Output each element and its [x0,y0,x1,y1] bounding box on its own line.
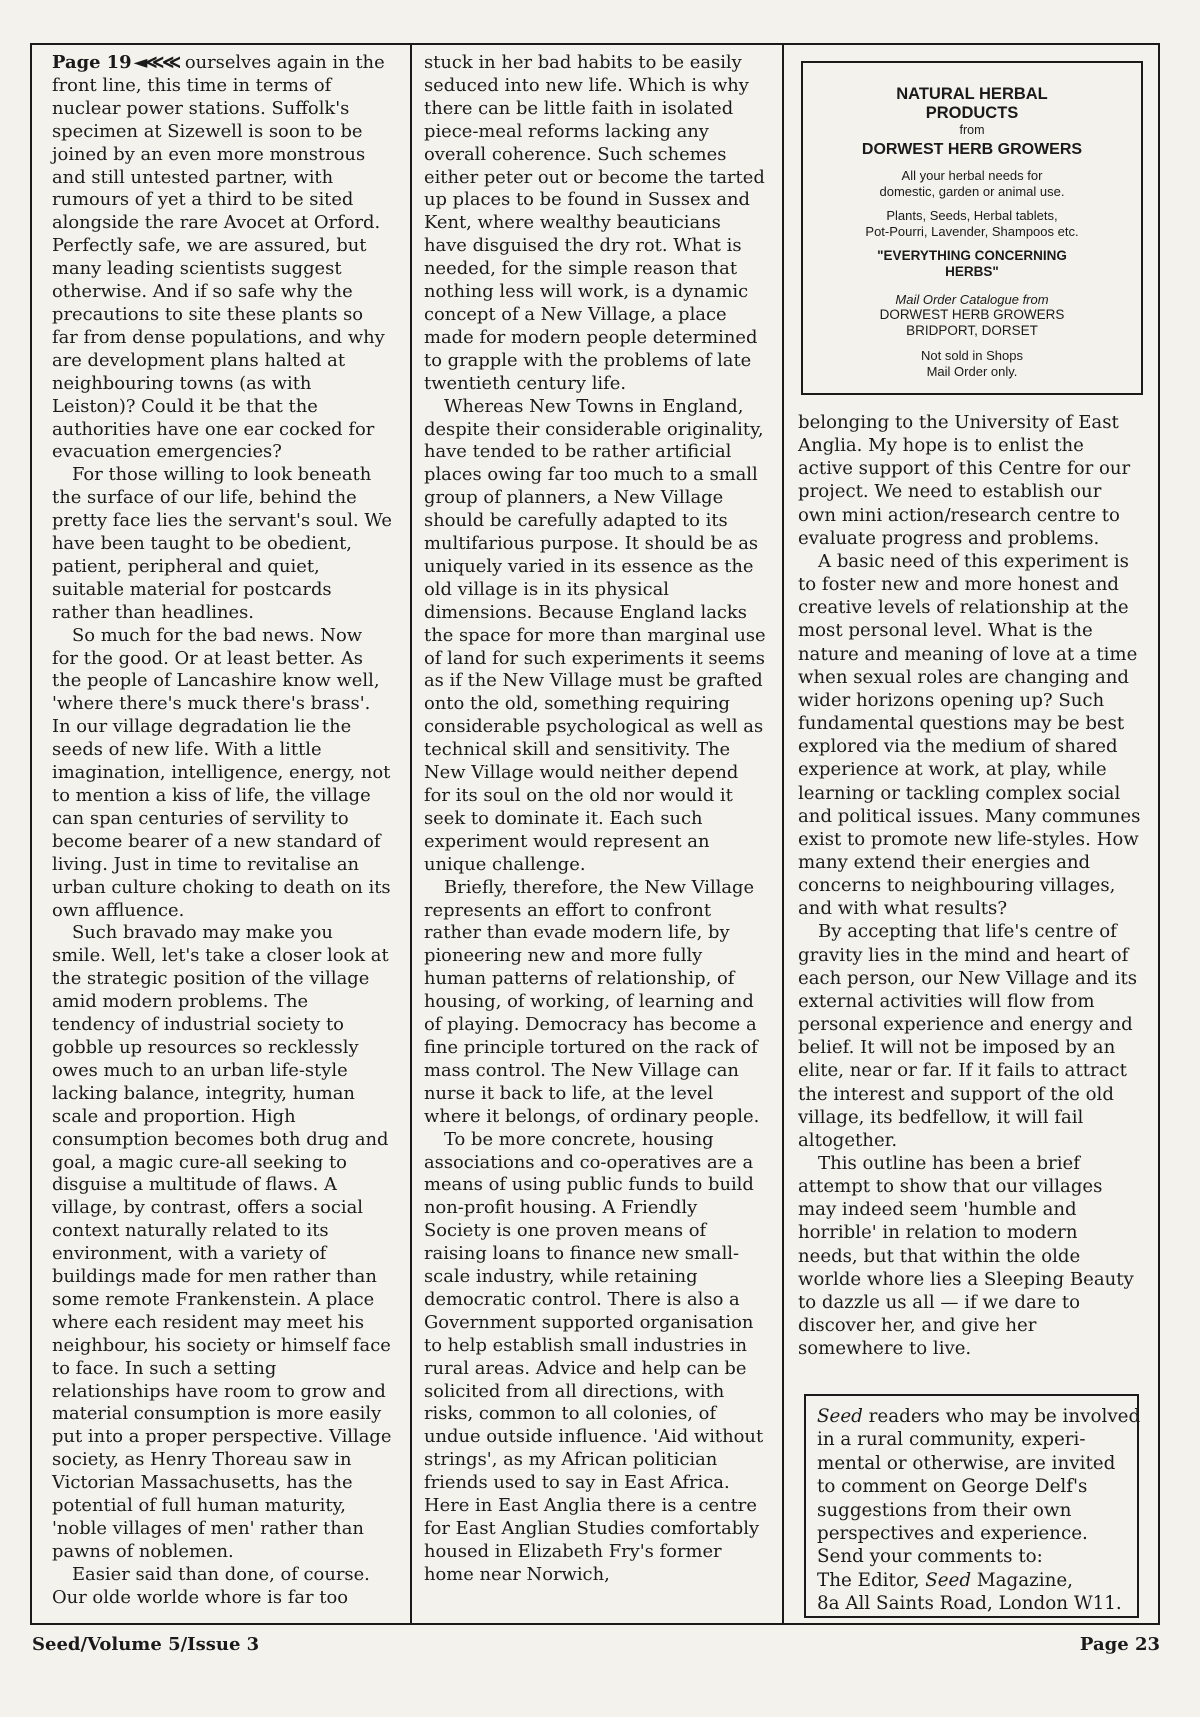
ad-address: BRIDPORT, DORSET [906,323,1038,338]
herbal-advertisement [801,61,1143,395]
paragraph: Briefly, therefore, the New Village represents an effort to confront rather than evade modern life, by pioneering new and more fully human patterns of relationship, of housing, of working, of learning and of playing. Democracy has become a fine principle tortured on the rack of mass control. The New Village can nurse it back to life, at the level where it belongs, of ordinary people. [424,876,760,1127]
ad-company: DORWEST HERB GROWERS [861,141,1083,158]
notice-line: mental or otherwise, are invited [817,1452,1116,1474]
article-column-1 [52,52,392,1610]
ad-text: Mail Order only. [926,363,1018,379]
notice-line: Send your comments to: [817,1546,1043,1568]
notice-line [817,1405,1141,1428]
paragraph [52,52,392,464]
ad-text: Not sold in Shops [921,348,1023,363]
ad-from: from [959,123,985,137]
notice-text: The Editor, [817,1569,926,1591]
reader-notice-box [804,1394,1139,1618]
notice-line [817,1569,1137,1592]
paragraph: So much for the bad news. Now for the good. Or at least better. As the people of Lancashire know well, 'where there's muck there's brass'. In our village degradation lie the seeds of new life. With a little imagination, intelligence, energy, not to mention a kiss of life, the village can span centuries of servility to become bearer of a new standard of living. Just in time to revitalise an urban culture choking to death on its own affluence. [52,624,391,921]
ad-headline: PRODUCTS [925,104,1019,122]
ad-address: DORWEST HERB GROWERS [879,307,1065,322]
ad-text: domestic, garden or animal use. [879,183,1065,199]
paragraph: stuck in her bad habits to be easily seduced into new life. Which is why there can be little faith in isolated piece-meal reforms lacking any overall coherence. Such schemes either peter out or become the tarted up places to be found in Sussex and Kent, where wealthy beauticians have disguised the dry rot. What is needed, for the simple reason that nothing less will work, is a dynamic concept of a New Village, a place made for modern people determined to grapple with the problems of late twentieth century life. [424,52,765,394]
paragraph: By accepting that life's centre of gravity lies in the mind and heart of each person, our New Village and its external activities will flow from personal experience and energy and belief. It will not be imposed by an elite, near or far. If it fails to attract the interest and support of the old village, its bedfellow, it will fail altogether. [798,921,1138,1151]
ad-slogan: HERBS" [945,264,999,279]
paragraph: Whereas New Towns in England, despite their considerable originality, have tended to be rather artificial places owing far too much to a small group of planners, a New Village should be carefully adapted to its multifarious purpose. It should be as uniquely varied in its essence as the old village is in its physical dimensions. Because England lacks the space for more than marginal use of land for such experiments it seems as if the New Village must be grafted onto the old, something requiring considerable psychological as well as technical skill and sensitivity. The New Village would neither depend for its soul on the old nor would it seek to dominate it. Each such experiment would represent an unique challenge. [424,395,766,875]
ad-text: All your herbal needs for [901,168,1043,183]
paragraph: belonging to the University of East Anglia. My hope is to enlist the active support of this Centre for our project. We need to establish our own mini action/research centre to evaluate progress and problems. [798,412,1131,549]
article-column-2 [424,52,766,1587]
page-reference: Page 19 [52,52,132,73]
notice-line: suggestions from their own [817,1499,1072,1521]
paragraph: Easier said than done, of course. Our olde worlde whore is far too [52,1563,370,1608]
column-rule-1 [410,43,412,1625]
notice-line: 8a All Saints Road, London W11. [817,1593,1122,1615]
column-rule-2 [782,43,784,1625]
notice-text: readers who may be involved [862,1406,1141,1427]
paragraph: This outline has been a brief attempt to show that our villages may indeed seem 'humble and horrible' in relation to modern needs, but that within the olde worlde whore lies a Sleeping Beauty to dazzle us all — if we dare to discover her, and give her somewhere to live. [798,1153,1134,1360]
notice-line: perspectives and experience. [817,1523,1088,1545]
ad-headline: NATURAL HERBAL [896,85,1048,103]
notice-line: in a rural community, experi- [817,1429,1086,1451]
arrow-icon: ◄≪≪ [133,52,179,73]
ad-text: Pot-Pourri, Lavender, Shampoos etc. [865,223,1079,239]
paragraph-text: ourselves again in the front line, this time in terms of nuclear power stations. Suffolk's specimen at Sizewell is soon to be joined by an even more monstrous and still untested partner, with rumours of yet a third to be sited alongside the rare Avocet at Orford. Perfectly safe, we are assured, but many leading scientists suggest otherwise. And if so safe why the precautions to site these plants so far from dense populations, and why are development plans halted at neighbouring towns (as with Leiston)? Could it be that the authorities have one ear cocked for evacuation emergencies? [52,52,385,463]
magazine-name: Seed [925,1569,972,1591]
article-column-3 [798,411,1142,1360]
paragraph: Such bravado may make you smile. Well, let's take a closer look at the strategic position of the village amid modern problems. The tendency of industrial society to gobble up resources so recklessly owes much to an urban life-style lacking balance, integrity, human scale and proportion. High consumption becomes both drug and goal, a magic cure-all seeking to disguise a multitude of flaws. A village, by contrast, offers a social context naturally related to its environment, with a variety of buildings made for men rather than some remote Frankenstein. A place where each resident may meet his neighbour, his society or himself face to face. In such a setting relationships have room to grow and material consumption is more easily put into a proper perspective. Village society, as Henry Thoreau saw in Victorian Massachusetts, has the potential of full human maturity, 'noble villages of men' rather than pawns of noblemen. [52,922,392,1562]
paragraph: To be more concrete, housing associations and co-operatives are a means of using public funds to build non-profit housing. A Friendly Society is one proven means of raising loans to finance new small-scale industry, while retaining democratic control. There is also a Government supported organisation to help establish small industries in rural areas. Advice and help can be solicited from all directions, with risks, common to all colonies, of undue outside influence. 'Aid without strings', as my African politician friends used to say in East Africa. Here in East Anglia there is a centre for East Anglian Studies comfortably housed in Elizabeth Fry's former home near Norwich, [424,1128,764,1585]
magazine-name: Seed [817,1406,863,1427]
ad-text: Plants, Seeds, Herbal tablets, [886,208,1058,223]
paragraph: A basic need of this experiment is to foster new and more honest and creative levels of relationship at the most personal level. What is the nature and meaning of love at a time when sexual roles are changing and wider horizons opening up? Such fundamental questions may be best explored via the medium of shared experience at work, at play, while learning or tackling complex social and political issues. Many communes exist to promote new life-styles. How many extend their energies and concerns to neighbouring villages, and with what results? [798,550,1141,920]
ad-catalogue: Mail Order Catalogue from [895,292,1049,307]
issue-footer: Seed/Volume 5/Issue 3 [32,1634,260,1655]
notice-line: to comment on George Delf's [817,1476,1088,1498]
page-number: Page 23 [1079,1634,1160,1655]
ad-slogan: "EVERYTHING CONCERNING [877,248,1067,263]
notice-text: Magazine, [971,1569,1073,1591]
paragraph: For those willing to look beneath the surface of our life, behind the pretty face lies the servant's soul. We have been taught to be obedient, patient, peripheral and quiet, suitable material for postcards rather than headlines. [52,464,392,623]
